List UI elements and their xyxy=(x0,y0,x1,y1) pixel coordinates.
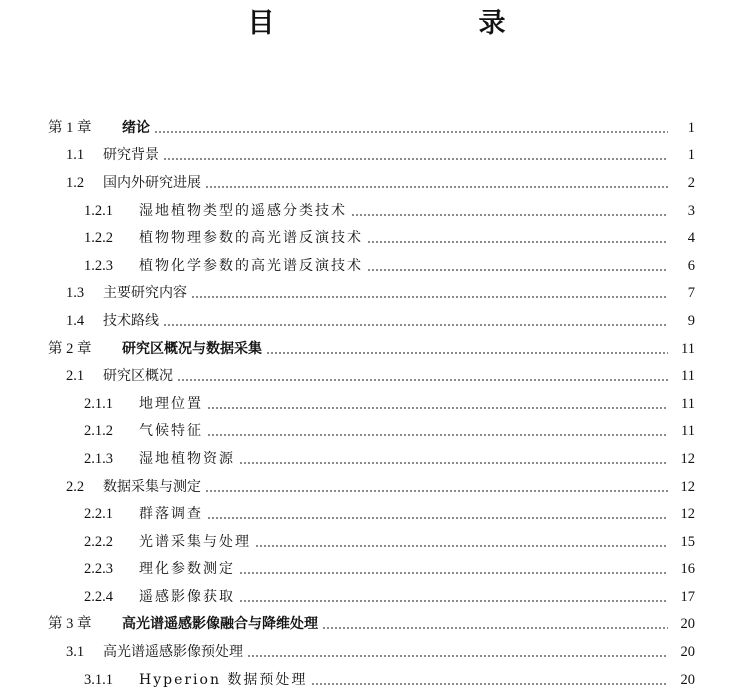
toc-entry-number: 第 3 章 xyxy=(48,616,92,633)
toc-entry-page-number: 12 xyxy=(680,478,695,495)
toc-entry-number: 第 2 章 xyxy=(48,340,92,357)
toc-entry-number: 2.1 xyxy=(66,368,85,385)
page-title: 目 录 xyxy=(247,8,556,39)
toc-entry-page-number: 9 xyxy=(687,312,695,329)
toc-subsection-entry[interactable] xyxy=(0,528,753,556)
dot-leader xyxy=(207,507,668,521)
toc-entry-number: 2.1.3 xyxy=(84,450,113,467)
dot-leader xyxy=(163,314,668,328)
toc-chapter-entry[interactable] xyxy=(0,335,753,363)
toc-entry-number: 1.2.3 xyxy=(84,257,113,274)
toc-entry-page-number: 7 xyxy=(687,285,695,302)
toc-entry-title: 光谱采集与处理 xyxy=(139,533,251,550)
toc-entry-title: 气候特征 xyxy=(139,423,203,440)
dot-leader xyxy=(367,231,668,245)
dot-leader xyxy=(205,480,668,494)
dot-leader xyxy=(154,121,668,135)
dot-leader xyxy=(205,176,668,190)
toc-section-entry[interactable] xyxy=(0,142,753,170)
toc-entry-title: 绪论 xyxy=(122,119,150,136)
toc-entry-title: 植物物理参数的高光谱反演技术 xyxy=(139,230,363,247)
toc-subsection-entry[interactable] xyxy=(0,666,753,693)
toc-entry-number: 2.2.4 xyxy=(84,588,113,605)
toc-entry-number: 1.2.1 xyxy=(84,202,113,219)
toc-entry-page-number: 11 xyxy=(681,340,695,357)
toc-entry-number: 2.2.2 xyxy=(84,533,113,550)
toc-entry-page-number: 11 xyxy=(681,423,695,440)
toc-subsection-entry[interactable] xyxy=(0,556,753,584)
toc-entry-page-number: 1 xyxy=(687,147,695,164)
toc-entry-title: 研究区概况 xyxy=(103,368,173,385)
toc-entry-number: 2.1.1 xyxy=(84,395,113,412)
toc-entry-number: 2.2 xyxy=(66,478,85,495)
toc-subsection-entry[interactable] xyxy=(0,583,753,611)
toc-entry-page-number: 2 xyxy=(687,174,695,191)
toc-entry-title: 研究区概况与数据采集 xyxy=(122,340,262,357)
toc-entry-number: 1.3 xyxy=(66,285,85,302)
dot-leader xyxy=(177,369,668,383)
toc-section-entry[interactable] xyxy=(0,280,753,308)
toc-entry-page-number: 20 xyxy=(680,671,695,688)
toc-entry-page-number: 16 xyxy=(680,561,695,578)
dot-leader xyxy=(239,562,668,576)
toc-entry-number: 2.2.3 xyxy=(84,561,113,578)
toc-entry-number: 1.4 xyxy=(66,312,85,329)
toc-section-entry[interactable] xyxy=(0,473,753,501)
toc-entry-title: 群落调查 xyxy=(139,506,203,523)
toc-entry-page-number: 6 xyxy=(687,257,695,274)
dot-leader xyxy=(239,452,668,466)
toc-entry-title: 植物化学参数的高光谱反演技术 xyxy=(139,257,363,274)
toc-entry-page-number: 4 xyxy=(687,230,695,247)
dot-leader xyxy=(191,286,668,300)
toc-entry-page-number: 20 xyxy=(680,616,695,633)
dot-leader xyxy=(207,397,668,411)
dot-leader xyxy=(322,617,668,631)
toc-section-entry[interactable] xyxy=(0,307,753,335)
toc-entry-page-number: 15 xyxy=(680,533,695,550)
dot-leader xyxy=(247,645,668,659)
dot-leader xyxy=(239,590,668,604)
toc-entry-title: 湿地植物类型的遥感分类技术 xyxy=(139,202,347,219)
toc-entry-number: 1.2 xyxy=(66,174,85,191)
dot-leader xyxy=(367,259,668,273)
dot-leader xyxy=(351,204,668,218)
toc-entry-page-number: 20 xyxy=(680,644,695,661)
toc-entry-number: 3.1 xyxy=(66,644,85,661)
toc-entry-page-number: 1 xyxy=(687,119,695,136)
dot-leader xyxy=(311,673,668,687)
toc-subsection-entry[interactable] xyxy=(0,390,753,418)
toc-entry-title: 高光谱遥感影像预处理 xyxy=(103,644,243,661)
toc-entry-page-number: 3 xyxy=(687,202,695,219)
toc-entry-title: 遥感影像获取 xyxy=(139,588,235,605)
toc-entry-number: 第 1 章 xyxy=(48,119,92,136)
toc-section-entry[interactable] xyxy=(0,638,753,666)
dot-leader xyxy=(266,342,668,356)
toc-entry-page-number: 11 xyxy=(681,395,695,412)
toc-subsection-entry[interactable] xyxy=(0,500,753,528)
toc-entry-page-number: 12 xyxy=(680,506,695,523)
toc-entry-title: 技术路线 xyxy=(103,312,159,329)
table-of-contents xyxy=(0,114,753,693)
toc-subsection-entry[interactable] xyxy=(0,197,753,225)
toc-entry-title: Hyperion 数据预处理 xyxy=(139,671,308,688)
toc-subsection-entry[interactable] xyxy=(0,445,753,473)
toc-entry-title: 数据采集与测定 xyxy=(103,478,201,495)
toc-entry-title: 国内外研究进展 xyxy=(103,174,201,191)
toc-subsection-entry[interactable] xyxy=(0,252,753,280)
toc-entry-title: 理化参数测定 xyxy=(139,561,235,578)
toc-entry-number: 2.2.1 xyxy=(84,506,113,523)
toc-entry-page-number: 12 xyxy=(680,450,695,467)
toc-entry-number: 1.2.2 xyxy=(84,230,113,247)
toc-entry-number: 1.1 xyxy=(66,147,85,164)
toc-entry-title: 研究背景 xyxy=(103,147,159,164)
dot-leader xyxy=(255,535,668,549)
toc-entry-title: 湿地植物资源 xyxy=(139,450,235,467)
dot-leader xyxy=(207,424,668,438)
toc-subsection-entry[interactable] xyxy=(0,224,753,252)
dot-leader xyxy=(163,148,668,162)
toc-chapter-entry[interactable] xyxy=(0,114,753,142)
toc-entry-title: 地理位置 xyxy=(139,395,203,412)
toc-entry-title: 高光谱遥感影像融合与降维处理 xyxy=(122,616,318,633)
toc-entry-page-number: 17 xyxy=(680,588,695,605)
toc-section-entry[interactable] xyxy=(0,169,753,197)
toc-chapter-entry[interactable] xyxy=(0,611,753,639)
toc-entry-number: 3.1.1 xyxy=(84,671,113,688)
toc-entry-title: 主要研究内容 xyxy=(103,285,187,302)
toc-subsection-entry[interactable] xyxy=(0,418,753,446)
toc-entry-number: 2.1.2 xyxy=(84,423,113,440)
toc-entry-page-number: 11 xyxy=(681,368,695,385)
toc-section-entry[interactable] xyxy=(0,362,753,390)
